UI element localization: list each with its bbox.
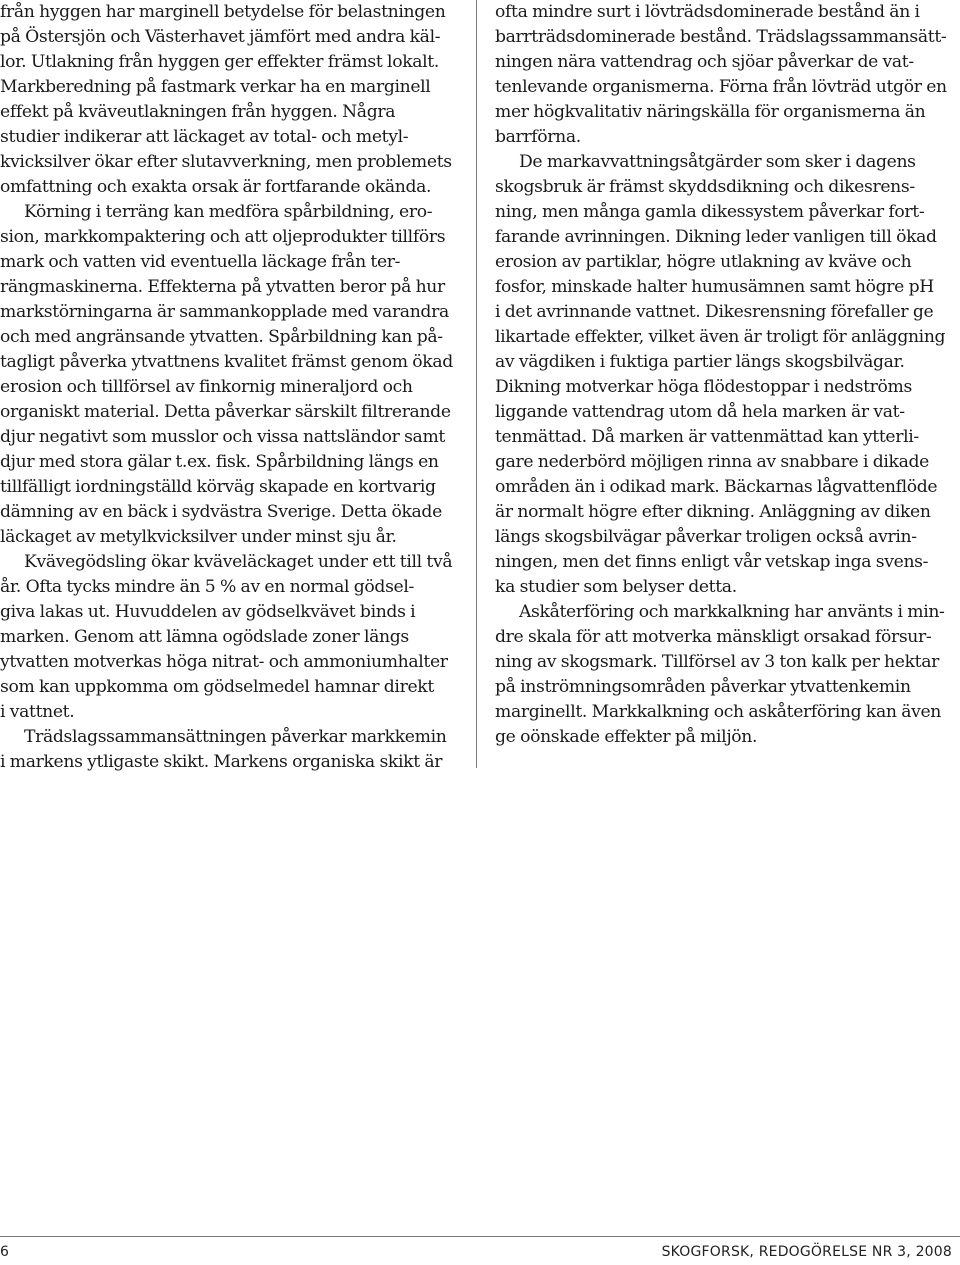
footer-rule bbox=[0, 1236, 960, 1237]
text-line: djur negativt som musslor och vissa nattsländor samt bbox=[0, 427, 445, 447]
text-line: lor. Utlakning från hyggen ger effekter främst lokalt. bbox=[0, 52, 439, 72]
text-line: i vattnet. bbox=[0, 702, 75, 722]
text-line: ning av skogsmark. Tillförsel av 3 ton kalk per hektar bbox=[495, 652, 939, 672]
text-line: mark och vatten vid eventuella läckage från ter- bbox=[0, 252, 401, 272]
text-line: djur med stora gälar t.ex. fisk. Spårbildning längs en bbox=[0, 452, 439, 472]
text-line: rängmaskinerna. Effekterna på ytvatten beror på hur bbox=[0, 277, 445, 297]
text-line: giva lakas ut. Huvuddelen av gödselkvävet binds i bbox=[0, 602, 416, 622]
text-line: Körning i terräng kan medföra spårbildning, ero- bbox=[24, 202, 433, 222]
text-line: ytvatten motverkas höga nitrat- och ammoniumhalter bbox=[0, 652, 448, 672]
text-line: ofta mindre surt i lövträdsdominerade bestånd än i bbox=[495, 2, 920, 22]
text-line: och med angränsande ytvatten. Spårbildning kan på- bbox=[0, 327, 443, 347]
text-line: på Östersjön och Västerhavet jämfört med andra käl- bbox=[0, 27, 441, 47]
right-text-column bbox=[495, 0, 950, 750]
text-line: kvicksilver ökar efter slutavverkning, men problemets bbox=[0, 152, 452, 172]
text-line: barrträdsdominerade bestånd. Trädslagssammansätt- bbox=[495, 27, 947, 47]
text-line: områden än i odikad mark. Bäckarnas lågvattenflöde bbox=[495, 477, 938, 497]
text-line: ning, men många gamla dikessystem påverkar fort- bbox=[495, 202, 925, 222]
text-line: Markberedning på fastmark verkar ha en marginell bbox=[0, 77, 431, 97]
text-line: ge oönskade effekter på miljön. bbox=[495, 727, 758, 747]
text-line: skogsbruk är främst skyddsdikning och dikesrens- bbox=[495, 177, 915, 197]
text-line: från hyggen har marginell betydelse för belastningen bbox=[0, 2, 446, 22]
text-line: tenlevande organismerna. Förna från lövträd utgör en bbox=[495, 77, 947, 97]
text-line: i markens ytligaste skikt. Markens organiska skikt är bbox=[0, 752, 443, 772]
column-divider bbox=[476, 0, 477, 768]
text-line: gare nederbörd möjligen rinna av snabbare i dikade bbox=[495, 452, 929, 472]
text-line: erosion av partiklar, högre utlakning av kväve och bbox=[495, 252, 912, 272]
text-line: likartade effekter, vilket även är troligt för anläggning bbox=[495, 327, 946, 347]
text-line: i det avrinnande vattnet. Dikesrensning förefaller ge bbox=[495, 302, 934, 322]
text-line: organiskt material. Detta påverkar särskilt filtrerande bbox=[0, 402, 451, 422]
publication-info: SKOGFORSK, REDOGÖRELSE NR 3, 2008 bbox=[661, 1244, 952, 1260]
text-line: ningen, men det finns enligt vår vetskap inga svens- bbox=[495, 552, 929, 572]
text-line: som kan uppkomma om gödselmedel hamnar direkt bbox=[0, 677, 434, 697]
text-line: läckaget av metylkvicksilver under minst sju år. bbox=[0, 527, 397, 547]
text-line: på inströmningsområden påverkar ytvattenkemin bbox=[495, 677, 911, 697]
text-line: dämning av en bäck i sydvästra Sverige. Detta ökade bbox=[0, 502, 442, 522]
text-line: erosion och tillförsel av finkornig mineraljord och bbox=[0, 377, 413, 397]
text-line: sion, markkompaktering och att oljeprodukter tillförs bbox=[0, 227, 446, 247]
text-line: Askåterföring och markkalkning har använts i min- bbox=[519, 602, 945, 622]
text-line: mer högkvalitativ näringskälla för organismerna än bbox=[495, 102, 926, 122]
text-line: fosfor, minskade halter humusämnen samt högre pH bbox=[495, 277, 934, 297]
text-line: omfattning och exakta orsak är fortfarande okända. bbox=[0, 177, 432, 197]
text-line: tenmättad. Då marken är vattenmättad kan ytterli- bbox=[495, 427, 919, 447]
text-line: marginellt. Markkalkning och askåterföring kan även bbox=[495, 702, 942, 722]
text-line: liggande vattendrag utom då hela marken är vat- bbox=[495, 402, 905, 422]
text-line: effekt på kväveutlakningen från hyggen. Några bbox=[0, 102, 396, 122]
text-line: Kvävegödsling ökar kväveläckaget under ett till två bbox=[24, 552, 453, 572]
text-line: är normalt högre efter dikning. Anläggning av diken bbox=[495, 502, 931, 522]
left-text-column bbox=[0, 0, 455, 775]
text-line: Trädslagssammansättningen påverkar markkemin bbox=[24, 727, 447, 747]
text-line: studier indikerar att läckaget av total- och metyl- bbox=[0, 127, 409, 147]
text-line: längs skogsbilvägar påverkar troligen också avrin- bbox=[495, 527, 917, 547]
text-line: marken. Genom att lämna ogödslade zoner längs bbox=[0, 627, 409, 647]
text-line: markstörningarna är sammankopplade med varandra bbox=[0, 302, 449, 322]
text-line: år. Ofta tycks mindre än 5 % av en normal gödsel- bbox=[0, 577, 414, 597]
text-line: tagligt påverka ytvattnens kvalitet främst genom ökad bbox=[0, 352, 453, 372]
text-line: ka studier som belyser detta. bbox=[495, 577, 737, 597]
text-line: De markavvattningsåtgärder som sker i dagens bbox=[519, 152, 916, 172]
text-line: Dikning motverkar höga flödestoppar i nedströms bbox=[495, 377, 912, 397]
text-line: ningen nära vattendrag och sjöar påverkar de vat- bbox=[495, 52, 914, 72]
page-number: 6 bbox=[0, 1244, 10, 1260]
text-line: dre skala för att motverka mänskligt orsakad försur- bbox=[495, 627, 932, 647]
text-line: tillfälligt iordningställd körväg skapade en kortvarig bbox=[0, 477, 436, 497]
text-line: farande avrinningen. Dikning leder vanligen till ökad bbox=[495, 227, 937, 247]
text-line: av vägdiken i fuktiga partier längs skogsbilvägar. bbox=[495, 352, 905, 372]
text-line: barrförna. bbox=[495, 127, 581, 147]
